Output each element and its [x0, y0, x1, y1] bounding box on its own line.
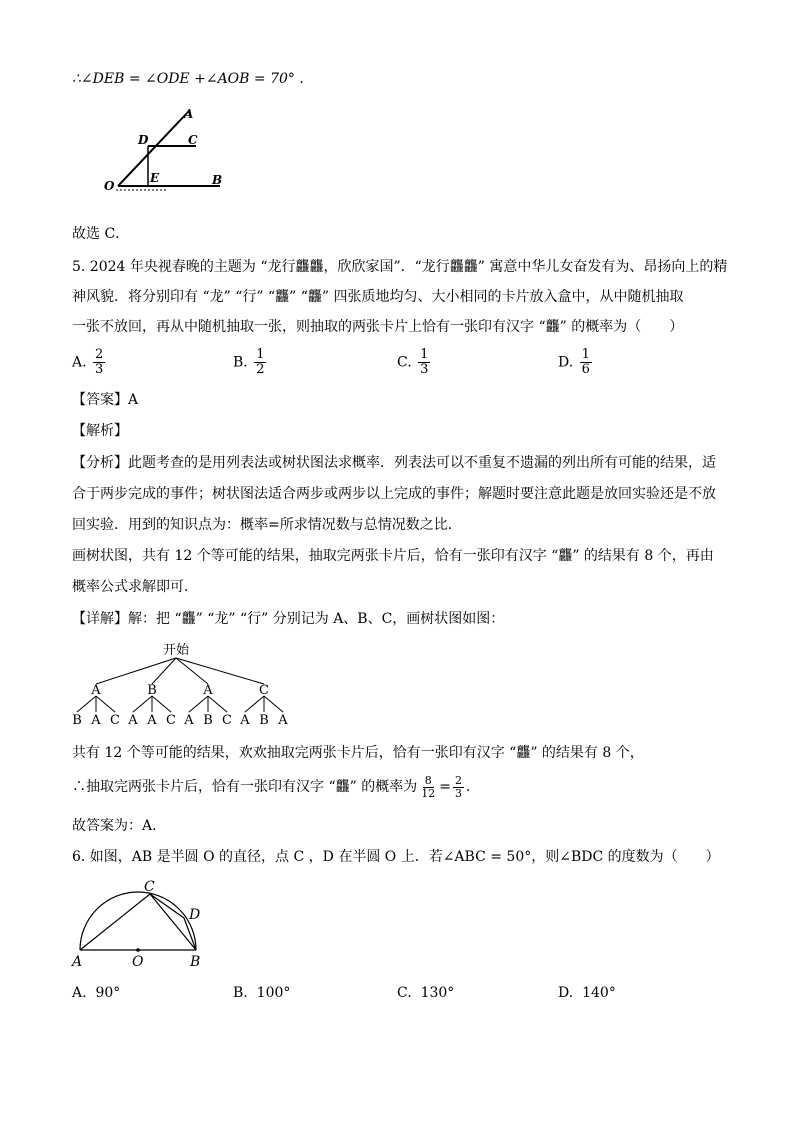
q5-fenxi-line3: 回实验．用到的知识点为：概率=所求情况数与总情况数之比． — [72, 517, 462, 533]
q5-total-line: 共有 12 个等可能的结果，欢欢抽取完两张卡片后，恰有一张印有汉字 “龘” 的结果有 8 个， — [72, 745, 644, 761]
tree-l2-node: B — [203, 713, 213, 728]
q5-option-b[interactable]: B. $\frac{1}{2}$ — [233, 347, 265, 377]
figure-angle-diagram — [96, 100, 236, 200]
q5-option-d[interactable]: D. $\frac{1}{6}$ — [558, 347, 590, 377]
q5-final-answer: 故答案为：A． — [72, 818, 167, 834]
tree-l2-node: B — [259, 713, 269, 728]
tree-l2-node: A — [278, 713, 288, 728]
tree-l2-node: C — [110, 713, 120, 728]
q6-option-b[interactable]: B. 100° — [233, 985, 291, 1001]
tree-l1-node: C — [259, 683, 269, 698]
q5-detail: 【详解】解：把 “龘” “龙” “行” 分别记为 A、B、C，画树状图如图： — [72, 611, 505, 627]
q5-line1: 5. 2024 年央视春晚的主题为 “龙行龘龘，欣欣家国”．“龙行龘龘” 寓意中华儿女奋发有为、昂扬向上的精 — [72, 259, 728, 275]
q5-option-a[interactable]: A. $\frac{2}{3}$ — [72, 347, 104, 377]
q5-fenxi-line2: 合于两步完成的事件；树状图法适合两步或两步以上完成的事件；解题时要注意此题是放回实验还是不放 — [72, 486, 716, 502]
q5-line3: 一张不放回，再从中随机抽取一张，则抽取的两张卡片上恰有一张印有汉字 “龘” 的概率为（ ） — [72, 319, 684, 335]
tree-l2-node: A — [147, 713, 157, 728]
tree-l2-node: C — [166, 713, 176, 728]
label-b: B — [212, 173, 223, 187]
label-d: D — [138, 133, 149, 147]
q5-probability-line: ∴抽取完两张卡片后，恰有一张印有汉字 “龘” 的概率为 $\frac{8}{12}$ = $\frac{2}{3}$ ． — [72, 773, 480, 800]
q5-fenxi-line1: 【分析】此题考查的是用列表法或树状图法求概率．列表法可以不重复不遗漏的列出所有可能的结果，适 — [72, 455, 716, 471]
q6-line1: 6. 如图，AB 是半圆 O 的直径，点 C ，D 在半圆 O 上．若∠ABC = 50°，则∠BDC 的度数为（ ） — [72, 849, 720, 865]
tree-l2-node: C — [222, 713, 232, 728]
tree-l2-node: A — [240, 713, 250, 728]
tree-l2-node: A — [128, 713, 138, 728]
tree-l1-node: B — [147, 683, 157, 698]
label-o: O — [132, 954, 144, 970]
tree-l1-node: A — [203, 683, 213, 698]
q6-option-d[interactable]: D. 140° — [558, 985, 616, 1001]
q5-analysis-tag: 【解析】 — [72, 423, 128, 439]
label-o: O — [104, 179, 115, 193]
q6-option-a[interactable]: A. 90° — [72, 985, 121, 1001]
q5-tree-line2: 概率公式求解即可． — [72, 579, 198, 595]
q5-tree-line1: 画树状图，共有 12 个等可能的结果，抽取完两张卡片后，恰有一张印有汉字 “龘” 的结果有 8 个，再由 — [72, 548, 714, 564]
tree-root: 开始 — [162, 643, 190, 658]
q5-line2: 神风貌．将分别印有 “龙” “行” “龘” “龘” 四张质地均匀、大小相同的卡片放入盒中，从中随机抽取 — [72, 289, 684, 305]
label-a: A — [184, 107, 194, 121]
choose-c: 故选 C． — [72, 226, 130, 242]
tree-l1-node: A — [91, 683, 101, 698]
label-d: D — [189, 907, 201, 923]
tree-diagram — [66, 638, 306, 728]
q5-answer: 【答案】A — [72, 392, 139, 408]
label-e: E — [150, 171, 160, 185]
q5-option-c[interactable]: C. $\frac{1}{3}$ — [397, 347, 429, 377]
label-c: C — [144, 879, 155, 895]
label-a: A — [72, 954, 83, 970]
tree-l2-node: A — [184, 713, 194, 728]
label-b: B — [190, 954, 201, 970]
tree-l2-node: B — [72, 713, 82, 728]
figure-semicircle — [70, 876, 210, 970]
label-c: C — [188, 133, 198, 147]
q6-option-c[interactable]: C. 130° — [397, 985, 455, 1001]
conclusion-angle-deb: ∴∠DEB = ∠ODE +∠AOB = 70° . — [72, 71, 304, 87]
tree-l2-node: A — [91, 713, 101, 728]
